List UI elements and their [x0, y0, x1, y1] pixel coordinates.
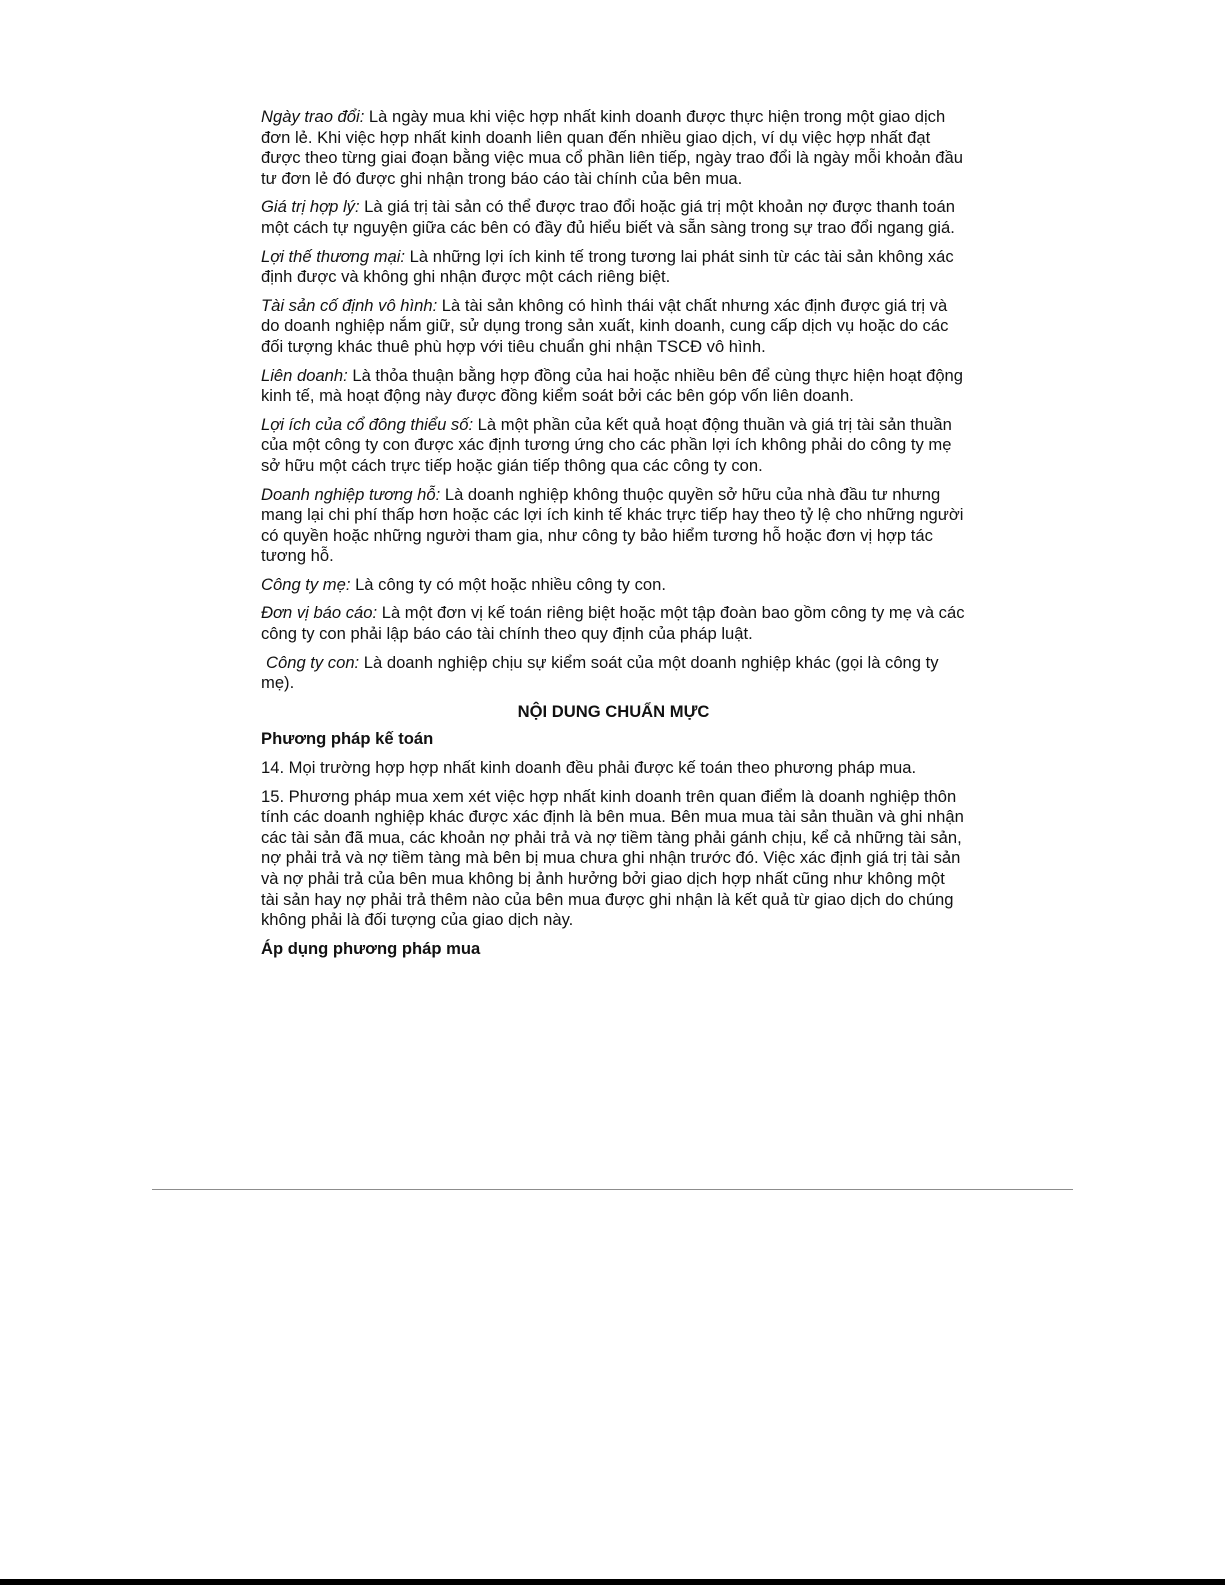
- definition-text: Là một phần của kết quả hoạt động thuần và giá trị tài sản thuần của một công ty con được xác định tương ứng cho các phần lợi ích không phải do công ty mẹ sở hữu một cách trực tiếp hoặc gián tiếp thông qua các công ty con.: [261, 414, 952, 475]
- definition-minority-interest: [261, 415, 966, 477]
- definition-text: Là tài sản không có hình thái vật chất nhưng xác định được giá trị và do doanh nghiệp nắm giữ, sử dụng trong sản xuất, kinh doanh, cung cấp dịch vụ hoặc do các đối tượng khác thuê phù hợp với tiêu chuẩn ghi nhận TSCĐ vô hình.: [261, 295, 949, 356]
- definition-text: Là giá trị tài sản có thể được trao đổi hoặc giá trị một khoản nợ được thanh toán một cách tự nguyện giữa các bên có đầy đủ hiểu biết và sẵn sàng trong sự trao đổi ngang giá.: [261, 197, 955, 237]
- subheading-accounting-method: Phương pháp kế toán: [261, 729, 434, 749]
- definition-goodwill: [261, 247, 966, 288]
- section-title: NỘI DUNG CHUẨN MỰC: [517, 701, 710, 721]
- definition-term: Giá trị hợp lý:: [261, 197, 360, 217]
- definition-text: Là doanh nghiệp không thuộc quyền sở hữu của nhà đầu tư nhưng mang lại chi phí thấp hơn hoặc các lợi ích kinh tế khác trực tiếp hay theo tỷ lệ cho những người có quyền hoặc những người tham gia, như công ty bảo hiểm tương hỗ hoặc đơn vị hợp tác tương hỗ.: [261, 484, 964, 566]
- definition-text: Là công ty có một hoặc nhiều công ty con.: [350, 574, 666, 594]
- definition-parent-company: [261, 575, 966, 596]
- definition-term: Công ty mẹ:: [261, 574, 351, 594]
- definition-text: Là ngày mua khi việc hợp nhất kinh doanh được thực hiện trong một giao dịch đơn lẻ. Khi việc hợp nhất kinh doanh liên quan đến nhiều giao dịch, ví dụ việc hợp nhất đạt được theo từng giai đoạn bằng việc mua cổ phần liên tiếp, ngày trao đổi là ngày mỗi khoản đầu tư đơn lẻ đó được ghi nhận trong báo cáo tài chính của bên mua.: [261, 107, 963, 188]
- definition-term: Ngày trao đổi:: [261, 107, 365, 126]
- definition-text: Là doanh nghiệp chịu sự kiểm soát của một doanh nghiệp khác (gọi là công ty mẹ).: [261, 652, 939, 693]
- definition-term: Lợi thế thương mại:: [261, 246, 406, 266]
- definition-term: Đơn vị báo cáo:: [261, 603, 378, 623]
- definition-mutual-entity: [261, 485, 966, 567]
- subheading-applying-purchase-method: Áp dụng phương pháp mua: [261, 938, 481, 958]
- paragraph-14: 14. Mọi trường hợp hợp nhất kinh doanh đều phải được kế toán theo phương pháp mua.: [261, 758, 917, 778]
- definition-text: Là những lợi ích kinh tế trong tương lai phát sinh từ các tài sản không xác định được và không ghi nhận được một cách riêng biệt.: [261, 246, 954, 287]
- definition-term: Tài sản cố định vô hình:: [261, 295, 438, 315]
- document-body: [261, 107, 966, 967]
- definition-term: Lợi ích của cổ đông thiểu số:: [261, 414, 474, 434]
- definition-text: Là thỏa thuận bằng hợp đồng của hai hoặc nhiều bên để cùng thực hiện hoạt động kinh tế, mà hoạt động này được đồng kiểm soát bởi các bên góp vốn liên doanh.: [261, 365, 964, 406]
- paragraph-15: 15. Phương pháp mua xem xét việc hợp nhất kinh doanh trên quan điểm là doanh nghiệp thôn tính các doanh nghiệp khác được xác định là bên mua. Bên mua mua tài sản thuần và ghi nhận các tài sản đã mua, các khoản nợ phải trả và nợ tiềm tàng phải gánh chịu, kể cả những tài sản, nợ phải trả và nợ tiềm tàng mà bên bị mua chưa ghi nhận trước đó. Việc xác định giá trị tài sản và nợ phải trả của bên mua không bị ảnh hưởng bởi giao dịch hợp nhất cũng như không một tài sản hay nợ phải trả thêm nào của bên mua được ghi nhận là kết quả từ giao dịch do chúng không phải là đối tượng của giao dịch này.: [261, 786, 964, 930]
- definition-term: Doanh nghiệp tương hỗ:: [261, 484, 441, 504]
- definition-intangible-asset: [261, 296, 966, 358]
- definition-subsidiary: [261, 653, 966, 694]
- definition-term: Liên doanh:: [261, 365, 348, 385]
- definition-reporting-entity: [261, 603, 966, 644]
- page-bottom-edge: [0, 1579, 1225, 1585]
- definition-joint-venture: [261, 366, 966, 407]
- definition-fair-value: [261, 197, 966, 238]
- definition-text: Là một đơn vị kế toán riêng biệt hoặc một tập đoàn bao gồm công ty mẹ và các công ty con phải lập báo cáo tài chính theo quy định của pháp luật.: [261, 603, 965, 644]
- definition-term: Công ty con:: [266, 652, 360, 672]
- definition-exchange-date: [261, 107, 966, 189]
- page-divider: [152, 1189, 1073, 1190]
